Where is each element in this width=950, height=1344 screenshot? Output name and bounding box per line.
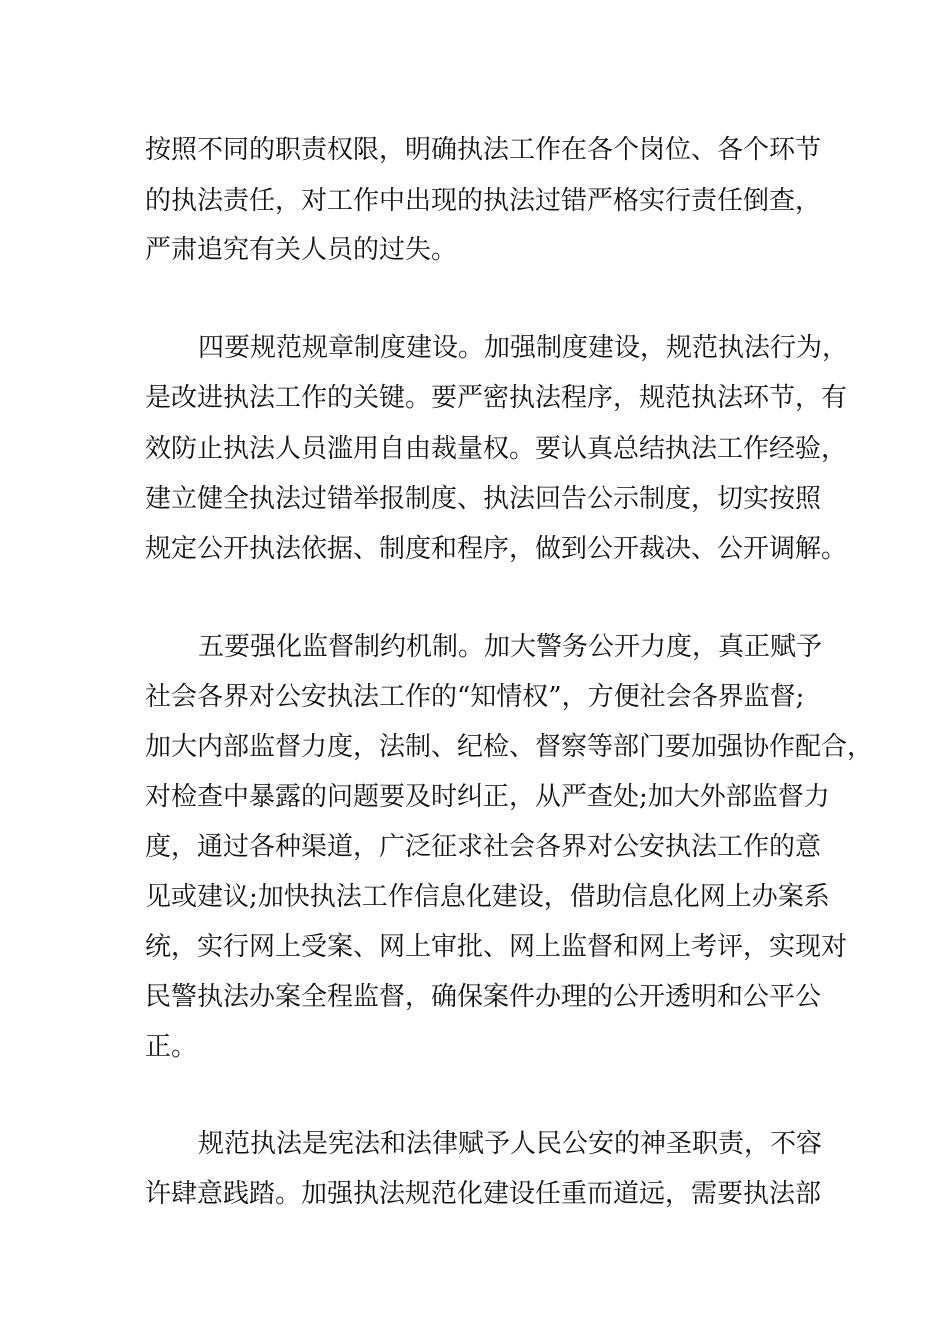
paragraph-line: 规定公开执法依据、制度和程序，做到公开裁决、公开调解。: [145, 534, 848, 564]
paragraph-line: 民警执法办案全程监督，确保案件办理的公开透明和公平公: [145, 982, 822, 1012]
paragraph-line: 许肆意践踏。加强执法规范化建设任重而道远，需要执法部: [145, 1179, 822, 1209]
paragraph-line: 社会各界对公安执法工作的“知情权”，方便社会各界监督;: [145, 682, 805, 712]
paragraph-line: 四要规范规章制度建设。加强制度建设，规范执法行为，: [198, 333, 849, 363]
paragraph-line: 严肃追究有关人员的过失。: [145, 235, 458, 265]
paragraph-line: 加大内部监督力度，法制、纪检、督察等部门要加强协作配合，: [145, 732, 874, 762]
paragraph-line: 规范执法是宪法和法律赋予人民公安的神圣职责，不容: [198, 1129, 823, 1159]
paragraph-line: 的执法责任，对工作中出现的执法过错严格实行责任倒查，: [145, 186, 822, 216]
paragraph-line: 正。: [145, 1032, 198, 1062]
paragraph-line: 按照不同的职责权限，明确执法工作在各个岗位、各个环节: [145, 135, 822, 165]
paragraph-line: 五要强化监督制约机制。加大警务公开力度，真正赋予: [198, 632, 823, 662]
paragraph-line: 对检查中暴露的问题要及时纠正，从严查处;加大外部监督力: [145, 782, 830, 812]
paragraph-line: 效防止执法人员滥用自由裁量权。要认真总结执法工作经验，: [145, 434, 848, 464]
paragraph-line: 建立健全执法过错举报制度、执法回告公示制度，切实按照: [145, 484, 822, 514]
paragraph-line: 度，通过各种渠道，广泛征求社会各界对公安执法工作的意: [145, 832, 822, 862]
paragraph-line: 统，实行网上受案、网上审批、网上监督和网上考评，实现对: [145, 932, 848, 962]
paragraph-line: 是改进执法工作的关键。要严密执法程序，规范执法环节，有: [145, 383, 848, 413]
paragraph-line: 见或建议;加快执法工作信息化建设，借助信息化网上办案系: [145, 882, 830, 912]
